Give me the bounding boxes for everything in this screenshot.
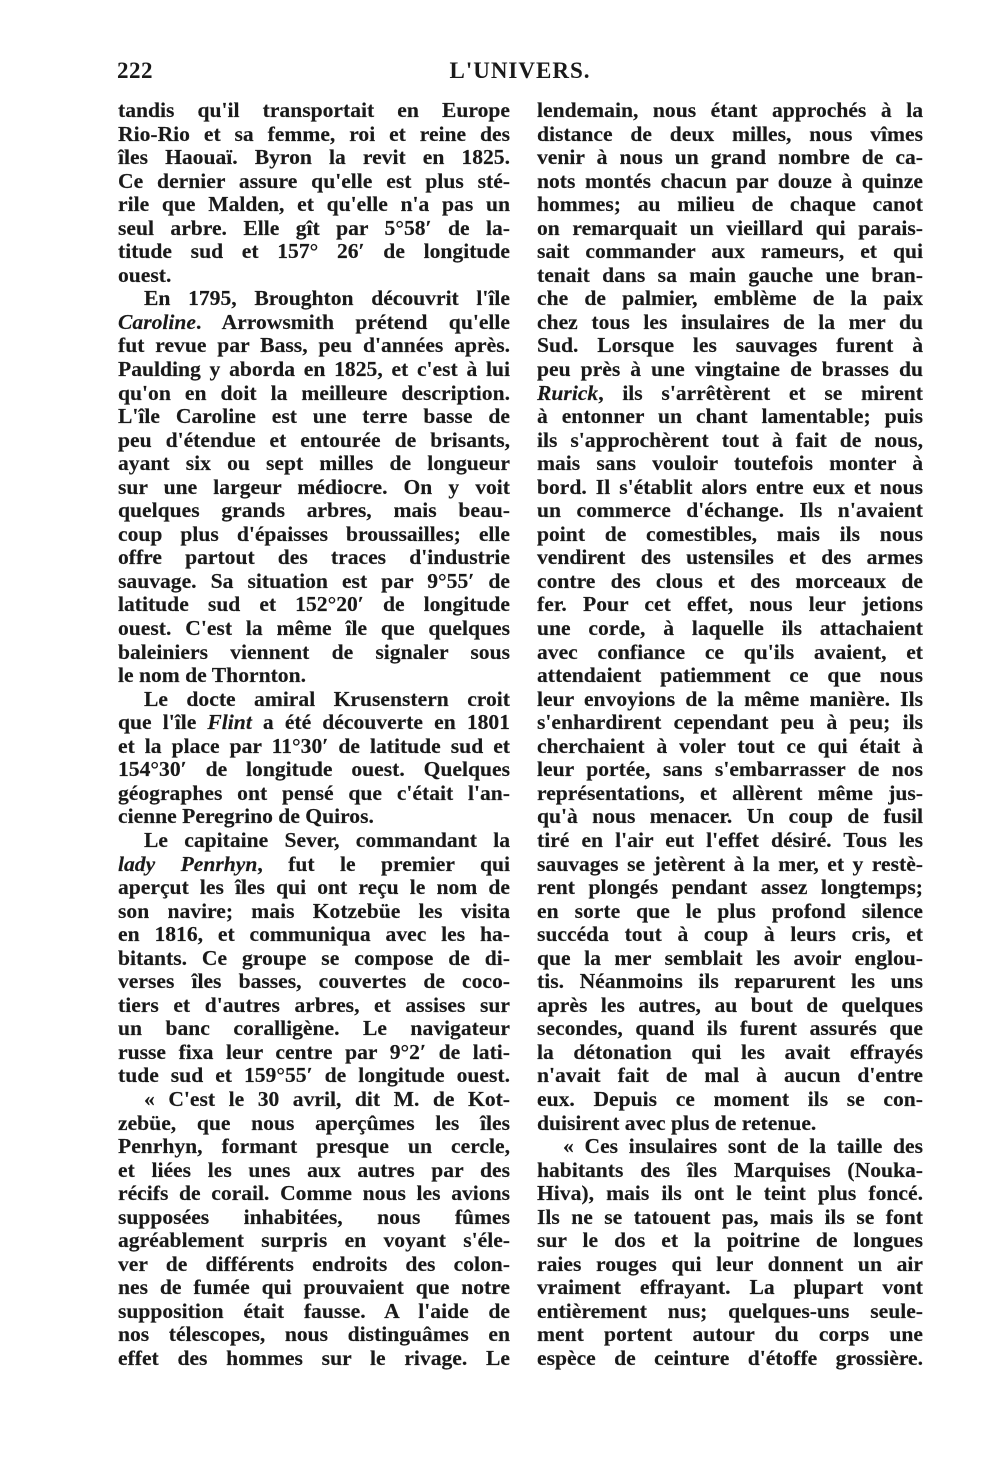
text-segment: avec confiance ce qu'ils avaient, et [537,639,923,664]
text-segment: tiré en l'air eut l'effet désiré. Tous les [537,827,923,852]
text-segment: L'île Caroline est une terre basse de [118,404,510,429]
text-segment: rile que Malden, et qu'elle n'a pas un [118,192,510,217]
text-segment: mais sans vouloir toutefois monter à [537,451,923,476]
text-segment: entièrement nus; quelques-uns seule- [537,1298,923,1323]
text-line [537,900,923,924]
text-segment: que la mer semblait les avoir englou- [537,945,923,970]
text-line [118,782,510,806]
text-segment: habitants des îles Marquises (Nouka- [537,1157,923,1182]
text-segment: tude sud et 159°55′ de longitude ouest. [118,1063,510,1088]
text-line [118,805,510,829]
text-line [537,1253,923,1277]
text-line [537,405,923,429]
text-segment: Paulding y aborda en 1825, et c'est à lui [118,357,510,382]
text-line [118,1135,510,1159]
text-line [537,382,923,406]
text-line [118,1300,510,1324]
text-segment: tandis qu'il transportait en Europe [118,98,510,122]
text-segment: en sorte que le plus profond silence [537,898,923,923]
text-line [118,1088,510,1112]
text-line [118,146,510,170]
text-segment: contre des clous et des morceaux de [537,568,923,593]
text-segment: nes de fumée qui prouvaient que notre [118,1275,510,1300]
text-line [118,193,510,217]
text-line [118,546,510,570]
text-segment: en 1816, et communiqua avec les ha- [118,922,510,947]
text-segment: offre partout des traces d'industrie [118,545,510,570]
text-line [537,240,923,264]
text-line [537,217,923,241]
text-segment: sur une largeur médiocre. On y voit [118,474,510,499]
text-segment: chez tous les insulaires de la mer du [537,309,923,334]
text-column-right [537,99,923,1371]
text-line [118,1017,510,1041]
text-line [537,782,923,806]
text-segment: Le capitaine Sever, commandant la [144,827,510,852]
text-line [118,664,510,688]
text-line [118,311,510,335]
text-line [118,217,510,241]
text-segment: Hiva), mais ils ont le teint plus foncé. [537,1181,923,1206]
text-segment: à entonner un chant lamentable; puis [537,404,923,429]
text-segment: supposition était fausse. A l'aide de [118,1298,510,1323]
text-line [537,970,923,994]
text-segment: En 1795, Broughton découvrit l'île [144,286,510,311]
text-segment: cherchaient à voler tout ce qui était à [537,733,923,758]
text-line [537,1135,923,1159]
text-segment: ouest. [118,262,172,287]
text-segment: le nom de Thornton. [118,663,306,688]
text-segment: distance de deux milles, nous vîmes [537,121,923,146]
text-line [118,264,510,288]
text-line [118,970,510,994]
text-line [118,1347,510,1371]
text-line [537,758,923,782]
text-line [537,452,923,476]
text-line [537,1088,923,1112]
text-column-left [118,99,510,1371]
italic-text: lady Penrhyn [118,851,258,876]
text-segment: Ils ne se tatouent pas, mais ils se font [537,1204,923,1229]
text-segment: raies rouges qui leur donnent un air [537,1251,923,1276]
text-segment: nots montés chacun par douze à quinze [537,168,923,193]
text-line [537,688,923,712]
text-line [118,287,510,311]
text-segment: quelques grands arbres, mais beau- [118,498,510,523]
text-segment: russe fixa leur centre par 9°2′ de lati- [118,1039,510,1064]
text-line [537,994,923,1018]
text-segment: ayant six ou sept milles de longueur [118,451,510,476]
text-segment: îles Haouaï. Byron la revit en 1825. [118,145,510,170]
text-segment: et liées les unes aux autres par des [118,1157,510,1182]
text-line [537,311,923,335]
text-line [118,1112,510,1136]
text-line [118,1253,510,1277]
text-line [118,617,510,641]
text-segment: seul arbre. Elle gît par 5°58′ de la- [118,215,510,240]
text-line [537,546,923,570]
text-segment: qu'on en doit la meilleure description. [118,380,510,405]
text-segment: supposées inhabitées, nous fûmes [118,1204,510,1229]
text-segment: Rio-Rio et sa femme, roi et reine des [118,121,510,146]
text-segment: vraiment effrayant. La plupart vont [537,1275,923,1300]
text-line [537,805,923,829]
text-line [118,1206,510,1230]
text-line [537,641,923,665]
text-line [537,499,923,523]
text-segment: tiers et d'autres arbres, et assises sur [118,992,510,1017]
text-line [118,240,510,264]
text-segment: ver de différents endroits des colon- [118,1251,510,1276]
text-line [537,1182,923,1206]
text-segment: . Arrowsmith prétend qu'elle [196,309,510,334]
text-line [118,1229,510,1253]
text-line [537,1112,923,1136]
text-segment: espèce de ceinture d'étoffe grossière. [537,1345,923,1370]
text-line [118,452,510,476]
text-line [537,99,923,123]
text-segment: cienne Peregrino de Quiros. [118,804,374,829]
text-segment: fer. Pour cet effet, nous leur jetions [537,592,923,617]
text-segment: point de comestibles, mais ils nous [537,521,923,546]
text-segment: a été découverte en 1801 [251,710,511,735]
text-line [118,570,510,594]
text-segment: la détonation qui les avait effrayés [537,1039,923,1064]
text-line [537,146,923,170]
text-line [537,523,923,547]
text-segment: géographes ont pensé que c'était l'an- [118,780,510,805]
text-line [118,994,510,1018]
text-segment: ouest. C'est la même île que quelques [118,616,510,641]
text-segment: , fut le premier qui [257,851,510,876]
italic-text: Flint [207,710,252,735]
text-line [118,853,510,877]
text-segment: s'enhardirent cependant peu à peu; ils [537,710,923,735]
text-segment: attendaient patiemment ce que nous [537,663,923,688]
text-line [118,1182,510,1206]
text-segment: et la place par 11°30′ de latitude sud et [118,733,510,758]
text-segment: leur portée, sans s'embarrasser de nos [537,757,923,782]
text-line [118,382,510,406]
text-line [118,429,510,453]
text-line [118,123,510,147]
text-segment: titude sud et 157° 26′ de longitude [118,239,510,264]
text-segment: 154°30′ de longitude ouest. Quelques [118,757,510,782]
text-segment: on remarquait un vieillard qui parais- [537,215,923,240]
text-segment: bord. Il s'établit alors entre eux et nous [537,474,923,499]
text-line [118,1276,510,1300]
text-line [537,1300,923,1324]
text-line [118,1159,510,1183]
text-line [118,523,510,547]
text-segment: rent plongés pendant assez longtemps; [537,875,923,900]
text-line [537,1064,923,1088]
text-segment: nos télescopes, nous distinguâmes en [118,1322,510,1347]
text-line [537,876,923,900]
text-segment: secondes, quand ils furent assurés que [537,1016,923,1041]
text-line [537,334,923,358]
text-line [537,1347,923,1371]
text-segment: Le docte amiral Krusenstern croit [144,686,510,711]
text-segment: que l'île [118,710,208,735]
text-line [537,358,923,382]
text-segment: peu d'étendue et entourée de brisants, [118,427,510,452]
text-segment: un banc coralligène. Le navigateur [118,1016,510,1041]
text-line [537,193,923,217]
text-line [118,1041,510,1065]
text-segment: effet des hommes sur le rivage. Le [118,1345,510,1370]
text-segment: sauvages se jetèrent à la mer, et y restè- [537,851,923,876]
text-line [118,358,510,382]
text-segment: après les autres, au bout de quelques [537,992,923,1017]
text-segment: agréablement surpris en voyant s'éle- [118,1228,510,1253]
text-line [537,664,923,688]
text-segment: ment portent autour du corps une [537,1322,923,1347]
text-line [537,1229,923,1253]
text-segment: ils s'approchèrent tout à fait de nous, [537,427,923,452]
text-segment: n'avait fait de mal à aucun d'entre [537,1063,923,1088]
text-segment: Penrhyn, formant presque un cercle, [118,1134,510,1159]
text-segment: fut revue par Bass, peu d'années après. [118,333,510,358]
text-segment: récifs de corail. Comme nous les avions [118,1181,510,1206]
text-line [537,947,923,971]
text-line [118,405,510,429]
text-line [537,711,923,735]
text-line [537,829,923,853]
text-line [118,334,510,358]
text-segment: venir à nous un grand nombre de ca- [537,145,923,170]
italic-text: Rurick [537,380,599,405]
text-segment: sauvage. Sa situation est par 9°55′ de [118,568,510,593]
text-segment: eux. Depuis ce moment ils se con- [537,1086,923,1111]
text-line [537,1041,923,1065]
text-segment: bitants. Ce groupe se compose de di- [118,945,510,970]
text-segment: Ce dernier assure qu'elle est plus sté- [118,168,510,193]
text-line [537,476,923,500]
text-segment: hommes; au milieu de chaque canot [537,192,923,217]
text-segment: peu près à une vingtaine de brasses du [537,357,923,382]
text-line [537,1323,923,1347]
text-line [118,1323,510,1347]
text-segment: sur le dos et la poitrine de longues [537,1228,923,1253]
text-segment: aperçut les îles qui ont reçu le nom de [118,875,510,900]
running-title: L'UNIVERS. [449,58,591,83]
text-line [537,923,923,947]
text-segment: latitude sud et 152°20′ de longitude [118,592,510,617]
text-line [118,947,510,971]
text-segment: succéda tout à coup à leurs cris, et [537,922,923,947]
text-segment: son navire; mais Kotzebüe les visita [118,898,510,923]
text-line [118,876,510,900]
text-line [537,853,923,877]
text-segment: leur envoyions de la même manière. Ils [537,686,923,711]
text-line [118,923,510,947]
text-line [118,735,510,759]
text-segment: , ils s'arrêtèrent et se mirent [598,380,923,405]
text-segment: tenait dans sa main gauche une bran- [537,262,923,287]
text-line [118,593,510,617]
text-segment: coup plus d'épaisses broussailles; elle [118,521,510,546]
text-line [118,829,510,853]
text-line [537,1276,923,1300]
text-line [118,499,510,523]
text-segment: tis. Néanmoins ils reparurent les uns [537,969,923,994]
text-segment: lendemain, nous étant approchés à la [537,98,923,122]
text-segment: che de palmier, emblème de la paix [537,286,923,311]
text-segment: un commerce d'échange. Ils n'avaient [537,498,923,523]
text-line [118,99,510,123]
text-segment: une corde, à laquelle ils attachaient [537,616,923,641]
text-segment: zebüe, que nous aperçûmes les îles [118,1110,510,1135]
italic-text: Caroline [118,309,196,334]
text-segment: « C'est le 30 avril, dit M. de Kot- [144,1086,510,1111]
text-segment: représentations, et allèrent même jus- [537,780,923,805]
text-line [537,735,923,759]
text-line [537,1159,923,1183]
text-line [118,711,510,735]
text-line [537,287,923,311]
text-line [537,617,923,641]
text-line [537,593,923,617]
text-line [537,123,923,147]
text-segment: Sud. Lorsque les sauvages furent à [537,333,923,358]
text-segment: duisirent avec plus de retenue. [537,1110,817,1135]
text-segment: verses îles basses, couvertes de coco- [118,969,510,994]
text-segment: sait commander aux rameurs, et qui [537,239,923,264]
text-line [537,429,923,453]
text-line [118,476,510,500]
text-line [118,641,510,665]
text-segment: baleiniers viennent de signaler sous [118,639,510,664]
text-segment: qu'à nous menacer. Un coup de fusil [537,804,923,829]
text-line [537,170,923,194]
text-line [118,1064,510,1088]
text-line [118,688,510,712]
text-line [537,264,923,288]
text-segment: « Ces insulaires sont de la taille des [563,1134,923,1159]
text-line [537,570,923,594]
text-segment: vendirent des ustensiles et des armes [537,545,923,570]
text-line [118,170,510,194]
page-number: 222 [117,58,153,83]
text-line [537,1206,923,1230]
text-line [118,758,510,782]
text-line [537,1017,923,1041]
text-line [118,900,510,924]
